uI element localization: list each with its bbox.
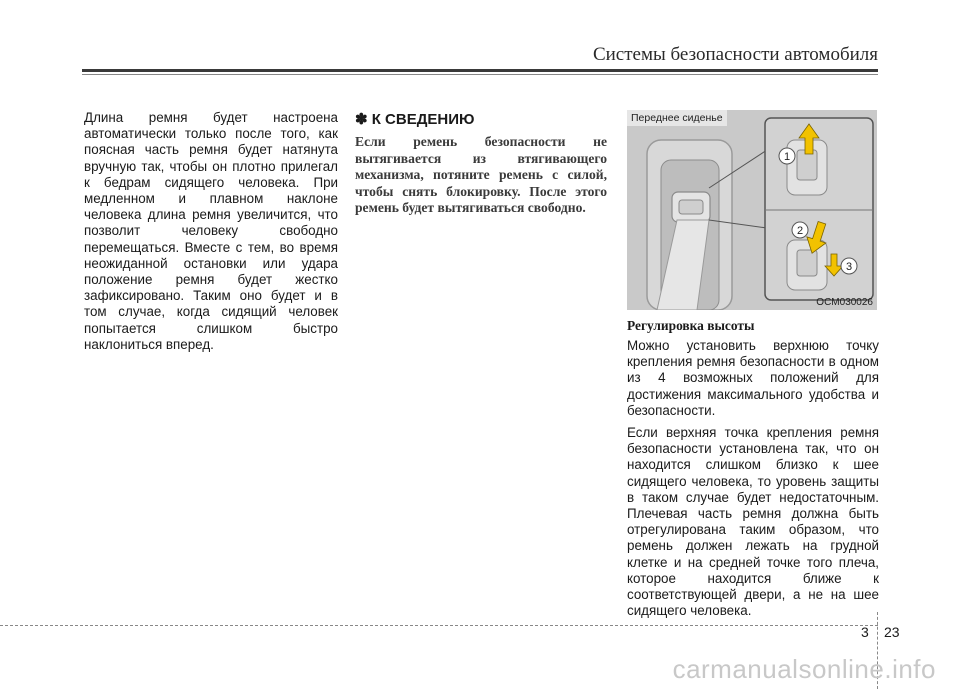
callout-1: 1 bbox=[783, 151, 791, 163]
seatbelt-height-figure bbox=[627, 110, 877, 310]
column-middle bbox=[355, 110, 607, 217]
header-title: Системы безопасности автомобиля bbox=[592, 44, 878, 65]
callout-2: 2 bbox=[796, 225, 804, 237]
figure-label: Переднее сиденье bbox=[627, 110, 727, 126]
column-left bbox=[84, 110, 338, 353]
note-heading: ✽ К СВЕДЕНИЮ bbox=[355, 111, 475, 128]
chapter-number: 3 bbox=[861, 624, 869, 640]
callout-3: 3 bbox=[845, 261, 853, 273]
seatbelt-illustration bbox=[627, 110, 877, 310]
column-right bbox=[627, 110, 879, 625]
note-text: Если ремень безопасности не вытягивается из втягивающего механизма, потяните ремень с силой, чтобы снять блокировку. После этого ремень будет вытягиваться свободно. bbox=[355, 134, 607, 216]
section-subheading: Регулировка высоты bbox=[627, 318, 755, 333]
footer-rule bbox=[0, 625, 878, 626]
header-rule bbox=[82, 69, 878, 72]
figure-code: OCM030026 bbox=[816, 297, 873, 308]
body-paragraph: Длина ремня будет настроена автоматически только после того, как поясная часть ремня будет натянута вручную так, чтобы он плотно прилегал к бедрам сидящего человека. При медленном и плавном наклоне человека длина ремня увеличится, что позволит человеку свободно перемещаться. Вместе с тем, во время неожиданной остановки или удара положение ремня будет жестко зафиксировано. Таким оно будет и в том случае, когда сидящий человек попытается слишком быстро наклониться вперед. bbox=[84, 110, 338, 352]
body-paragraph-2: Если верхняя точка крепления ремня безопасности установлена так, что он находится слишком близко к шее сидящего человека, то уровень защиты в таком случае будет недостаточным. Плечевая часть ремня должна быть отрегулирована таким образом, что ремень должен лежать на грудной клетке и на средней точке того плеча, которое находится ближе к соответствующей двери, а не на шее сидящего человека. bbox=[627, 425, 879, 619]
header-rule-thin bbox=[82, 74, 878, 75]
page-number: 23 bbox=[884, 624, 900, 640]
watermark: carmanualsonline.info bbox=[672, 654, 936, 684]
body-paragraph-1: Можно установить верхнюю точку крепления ремня безопасности в одном из 4 возможных положений для достижения максимального удобства и безопасности. bbox=[627, 338, 879, 418]
